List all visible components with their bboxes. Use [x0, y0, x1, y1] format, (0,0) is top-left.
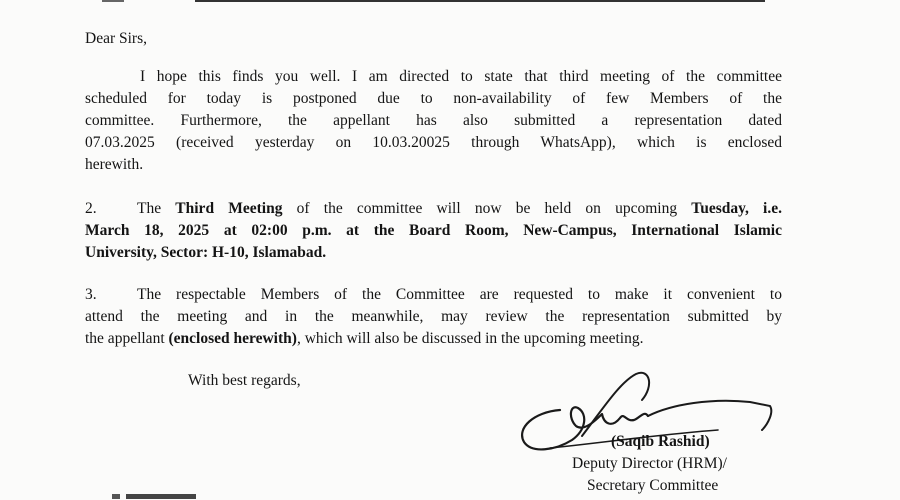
salutation: Dear Sirs, — [85, 30, 147, 47]
tuesday-text: Tuesday, i.e. — [691, 200, 782, 217]
para1-line1: I hope this finds you well. I am directed to state that third meeting of the committee — [140, 68, 782, 85]
para2-line3: University, Sector: H-10, Islamabad. — [85, 244, 327, 261]
para3-line2: attend the meeting and in the meanwhile, may review the representation submitted by — [85, 308, 782, 325]
signatory-title-2: Secretary Committee — [587, 477, 719, 494]
para2-line2: March 18, 2025 at 02:00 p.m. at the Board Room, New-Campus, International Islamic — [85, 222, 782, 239]
header-rule — [195, 0, 765, 2]
para2-line1-mid: of the committee will now be held on upcoming — [282, 200, 692, 217]
closing: With best regards, — [188, 372, 301, 389]
para3-line1: The respectable Members of the Committee are requested to make it convenient to — [137, 286, 782, 303]
enclosed-herewith-text: (enclosed herewith) — [168, 330, 297, 347]
para2-line1-pre: The — [137, 200, 176, 217]
cut-off-text-fragment — [110, 494, 220, 500]
para2-line1 — [137, 198, 782, 220]
para2-number: 2. — [85, 200, 97, 217]
para1-line4: 07.03.2025 (received yesterday on 10.03.20025 through WhatsApp), which is enclosed — [85, 134, 782, 151]
para1-line3: committee. Furthermore, the appellant has also submitted a representation dated — [85, 112, 782, 129]
para3-line3 — [85, 328, 643, 350]
para1-line2: scheduled for today is postponed due to non-availability of few Members of the — [85, 90, 782, 107]
para3-number: 3. — [85, 286, 97, 303]
signatory-title-1: Deputy Director (HRM)/ — [572, 455, 727, 472]
header-fragment — [102, 0, 124, 2]
para3-line3-pre: the appellant — [85, 330, 169, 347]
signatory-name: (Saqib Rashid) — [611, 433, 710, 450]
para1-line5: herewith. — [85, 156, 144, 173]
third-meeting-text: Third Meeting — [175, 200, 283, 217]
para3-line3-post: , which will also be discussed in the upcoming meeting. — [296, 330, 644, 347]
